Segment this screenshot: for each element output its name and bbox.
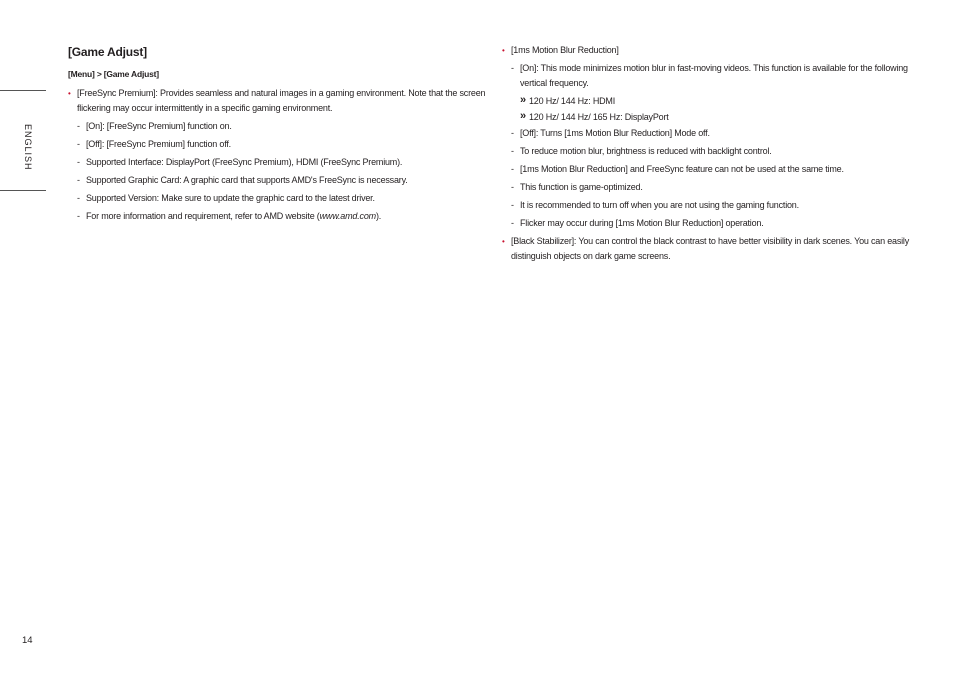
list-item: - [1ms Motion Blur Reduction] and FreeSync feature can not be used at the same time. [502,162,922,177]
dash-icon: - [511,128,514,138]
list-item: - Supported Version: Make sure to update the graphic card to the latest driver. [68,191,488,206]
list-item-more-info: - For more information and requirement, refer to AMD website (www.amd.com). [68,209,488,224]
black-stabilizer-bullet [502,234,922,264]
motion-blur-bullet [502,43,922,58]
freesync-bullet [68,86,488,116]
right-column [502,43,922,267]
section-title: [Game Adjust] [68,45,147,59]
list-item: - Supported Interface: DisplayPort (FreeSync Premium), HDMI (FreeSync Premium). [68,155,488,170]
dash-icon: - [511,182,514,192]
dash-icon: - [511,164,514,174]
dash-icon: - [77,157,80,167]
side-rule-bottom [0,190,46,191]
dash-icon: - [511,218,514,228]
dash-icon: - [77,121,80,131]
chevron-icon: » [520,110,526,122]
list-item: - [On]: [FreeSync Premium] function on. [68,119,488,134]
chevron-icon: » [520,94,526,106]
dash-icon: - [77,139,80,149]
list-item: - Supported Graphic Card: A graphic card that supports AMD's FreeSync is necessary. [68,173,488,188]
dash-icon: - [511,63,514,73]
list-item: - It is recommended to turn off when you are not using the gaming function. [502,198,922,213]
dash-icon: - [511,146,514,156]
dash-icon: - [511,200,514,210]
list-item: - This function is game-optimized. [502,180,922,195]
language-tab [22,117,34,177]
bullet-icon: • [68,89,71,98]
black-stabilizer-text: [Black Stabilizer]: You can control the black contrast to have better visibility in dark scenes. You can easily distinguish objects on dark game screens. [511,236,910,261]
bullet-icon: • [502,237,505,246]
left-column [68,43,488,227]
menu-path: [Menu] > [Game Adjust] [68,69,159,79]
list-item: - [Off]: Turns [1ms Motion Blur Reduction] Mode off. [502,126,922,141]
freesync-text: [FreeSync Premium]: Provides seamless and natural images in a gaming environment. Note that the screen flickering may occur intermittently in a specific gaming environment. [77,88,486,113]
page-number: 14 [22,635,33,646]
bullet-icon: • [502,46,505,55]
dash-icon: - [77,211,80,221]
side-rule-top [0,90,46,91]
list-item-on: - [On]: This mode minimizes motion blur in fast-moving videos. This function is available for the following vertical frequency. [511,63,908,88]
list-item: - [Off]: [FreeSync Premium] function off. [68,137,488,152]
list-item: - Flicker may occur during [1ms Motion Blur Reduction] operation. [502,216,922,231]
language-label: ENGLISH [23,123,33,171]
dash-icon: - [77,175,80,185]
list-item: - To reduce motion blur, brightness is reduced with backlight control. [502,144,922,159]
motion-blur-title: [1ms Motion Blur Reduction] [511,45,619,55]
amd-website-link[interactable]: www.amd.com [319,211,376,221]
frequency-item: » 120 Hz/ 144 Hz/ 165 Hz: DisplayPort [520,110,669,122]
dash-icon: - [77,193,80,203]
frequency-item: » 120 Hz/ 144 Hz: HDMI [520,94,616,106]
